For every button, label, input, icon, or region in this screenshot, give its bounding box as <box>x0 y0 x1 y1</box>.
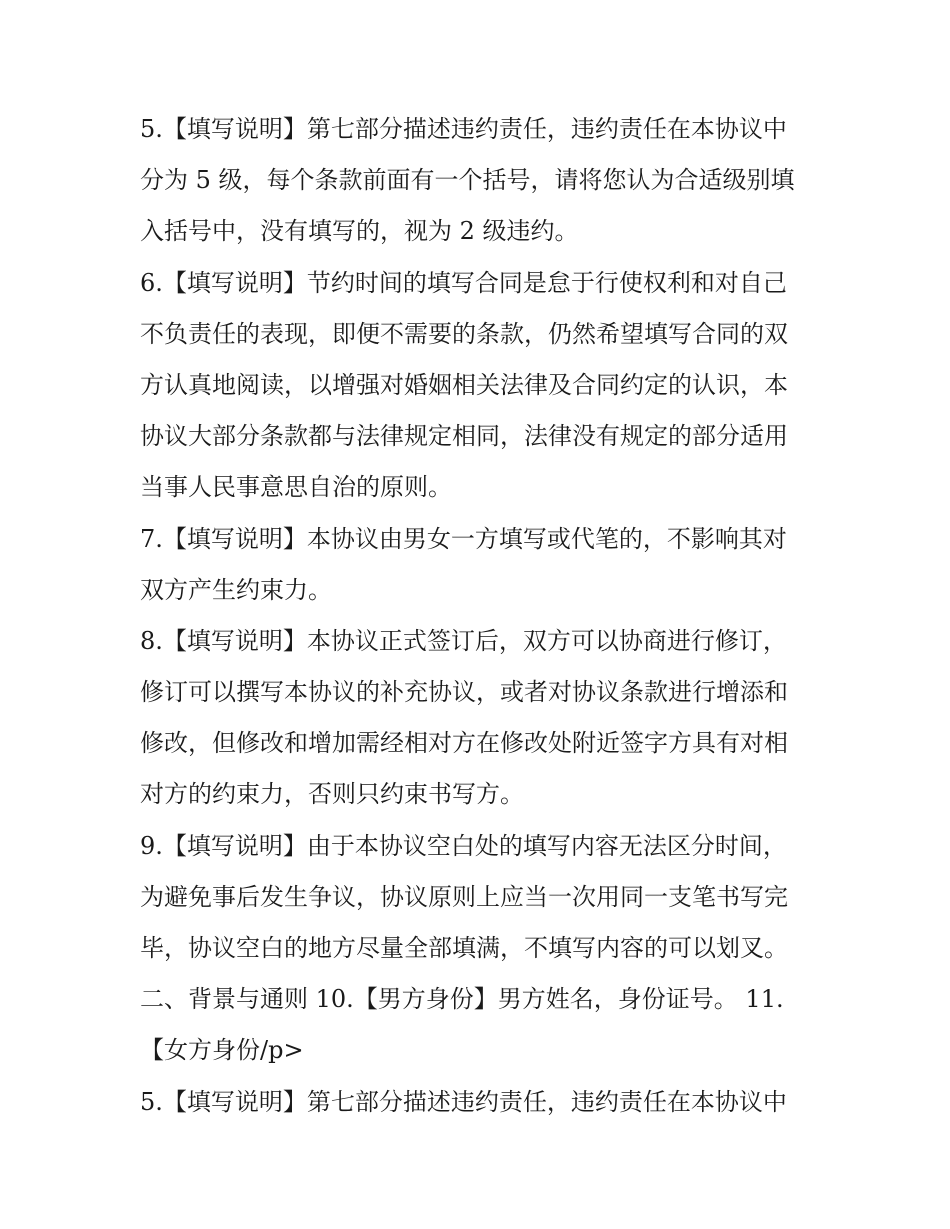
text-line: 双方产生约束力。 <box>140 575 332 604</box>
text-line: 方认真地阅读，以增强对婚姻相关法律及合同约定的认识，本 <box>140 370 788 399</box>
text-line: 不负责任的表现，即便不需要的条款，仍然希望填写合同的双 <box>140 319 788 348</box>
text-line: 当事人民事意思自治的原则。 <box>140 473 452 502</box>
text-line: 入括号中，没有填写的，视为 2 级违约。 <box>140 217 579 246</box>
text-line: 修订可以撰写本协议的补充协议，或者对协议条款进行增添和 <box>140 678 788 707</box>
text-line: 修改，但修改和增加需经相对方在修改处附近签字方具有对相 <box>140 729 788 758</box>
text-line: 5.【填写说明】第七部分描述违约责任，违约责任在本协议中 <box>140 115 787 143</box>
text-line: 二、背景与通则 10.【男方身份】男方姓名，身份证号。 11. <box>140 985 784 1014</box>
text-line: 毕，协议空白的地方尽量全部填满，不填写内容的可以划叉。 <box>140 934 788 962</box>
text-line: 6.【填写说明】节约时间的填写合同是怠于行使权利和对自己 <box>140 268 787 297</box>
text-line: 8.【填写说明】本协议正式签订后，双方可以协商进行修订， <box>140 626 787 655</box>
text-line: 7.【填写说明】本协议由男女一方填写或代笔的，不影响其对 <box>140 524 787 553</box>
text-line: 9.【填写说明】由于本协议空白处的填写内容无法区分时间， <box>140 831 787 860</box>
text-line: 对方的约束力，否则只约束书写方。 <box>140 780 524 809</box>
document-body <box>140 109 812 1133</box>
text-line: 为避免事后发生争议，协议原则上应当一次用同一支笔书写完 <box>140 882 788 911</box>
text-line: 5.【填写说明】第七部分描述违约责任，违约责任在本协议中 <box>140 1087 787 1116</box>
text-line: 【女方身份/p> <box>140 1036 304 1065</box>
text-line: 分为 5 级，每个条款前面有一个括号，请将您认为合适级别填 <box>140 166 795 195</box>
text-line: 协议大部分条款都与法律规定相同，法律没有规定的部分适用 <box>140 422 788 451</box>
